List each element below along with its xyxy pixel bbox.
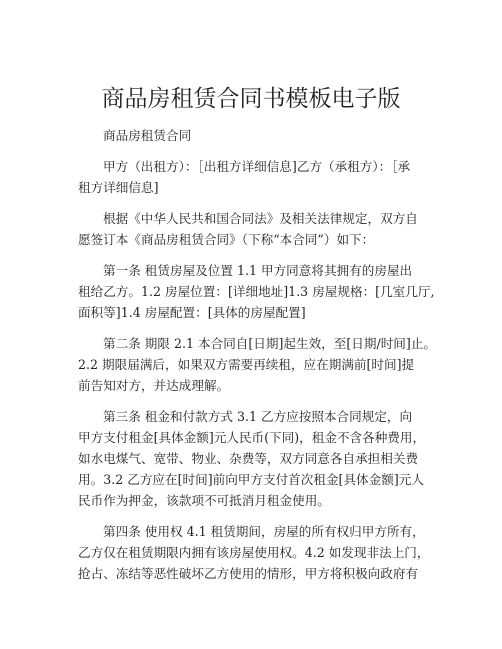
text-line: 第三条 租金和付款方式 3.1 乙方应按照本合同规定，向 — [103, 409, 413, 424]
text-line: 2.2 期限届满后，如果双方需要再续租，应在期满前[时间]提 — [78, 357, 415, 372]
text-line: 抢占、冻结等恶性破坏乙方使用的情形，甲方将积极向政府有 — [78, 566, 419, 581]
text-line: 根据《中华人民共和国合同法》及相关法律规定，双方自 — [103, 211, 418, 226]
text-line: 民币作为押金，该款项不可抵消月租金使用。 — [78, 493, 330, 508]
text-line: 第四条 使用权 4.1 租赁期间，房屋的所有权归甲方所有， — [103, 524, 425, 539]
text-line: 甲方（出租方）：［出租方详细信息]乙方（承租方）：［承 — [103, 159, 411, 174]
text-line: 前告知对方，并达成理解。 — [78, 378, 230, 393]
text-line: 第二条 期限 2.1 本合同自[日期]起生效，至[日期/时间]止。 — [103, 336, 436, 351]
text-line: 甲方支付租金[具体金额]元人民币(下同)，租金不含各种费用， — [78, 430, 426, 445]
document-subtitle: 商品房租赁合同 — [103, 128, 192, 143]
text-line: 面积等]1.4 房屋配置：[具体的房屋配置] — [78, 305, 306, 320]
text-line: 乙方仅在租赁期限内拥有该房屋使用权。4.2 如发现非法上门， — [78, 545, 430, 560]
text-line: 用。3.2 乙方应在[时间]前向甲方支付首次租金[具体金额]元人 — [78, 472, 424, 487]
text-line: 租给乙方。1.2 房屋位置：[详细地址]1.3 房屋规格：[几室几厅, — [78, 284, 435, 299]
text-line: 第一条 租赁房屋及位置 1.1 甲方同意将其拥有的房屋出 — [103, 263, 413, 278]
text-line: 愿签订本《商品房租赁合同》（下称“本合同”）如下： — [78, 232, 375, 247]
document-title: 商品房租赁合同书模板电子版 — [101, 86, 401, 112]
text-line: 租方详细信息] — [78, 180, 159, 195]
text-line: 如水电煤气、宽带、物业、杂费等，双方同意各自承担相关费 — [78, 451, 419, 466]
